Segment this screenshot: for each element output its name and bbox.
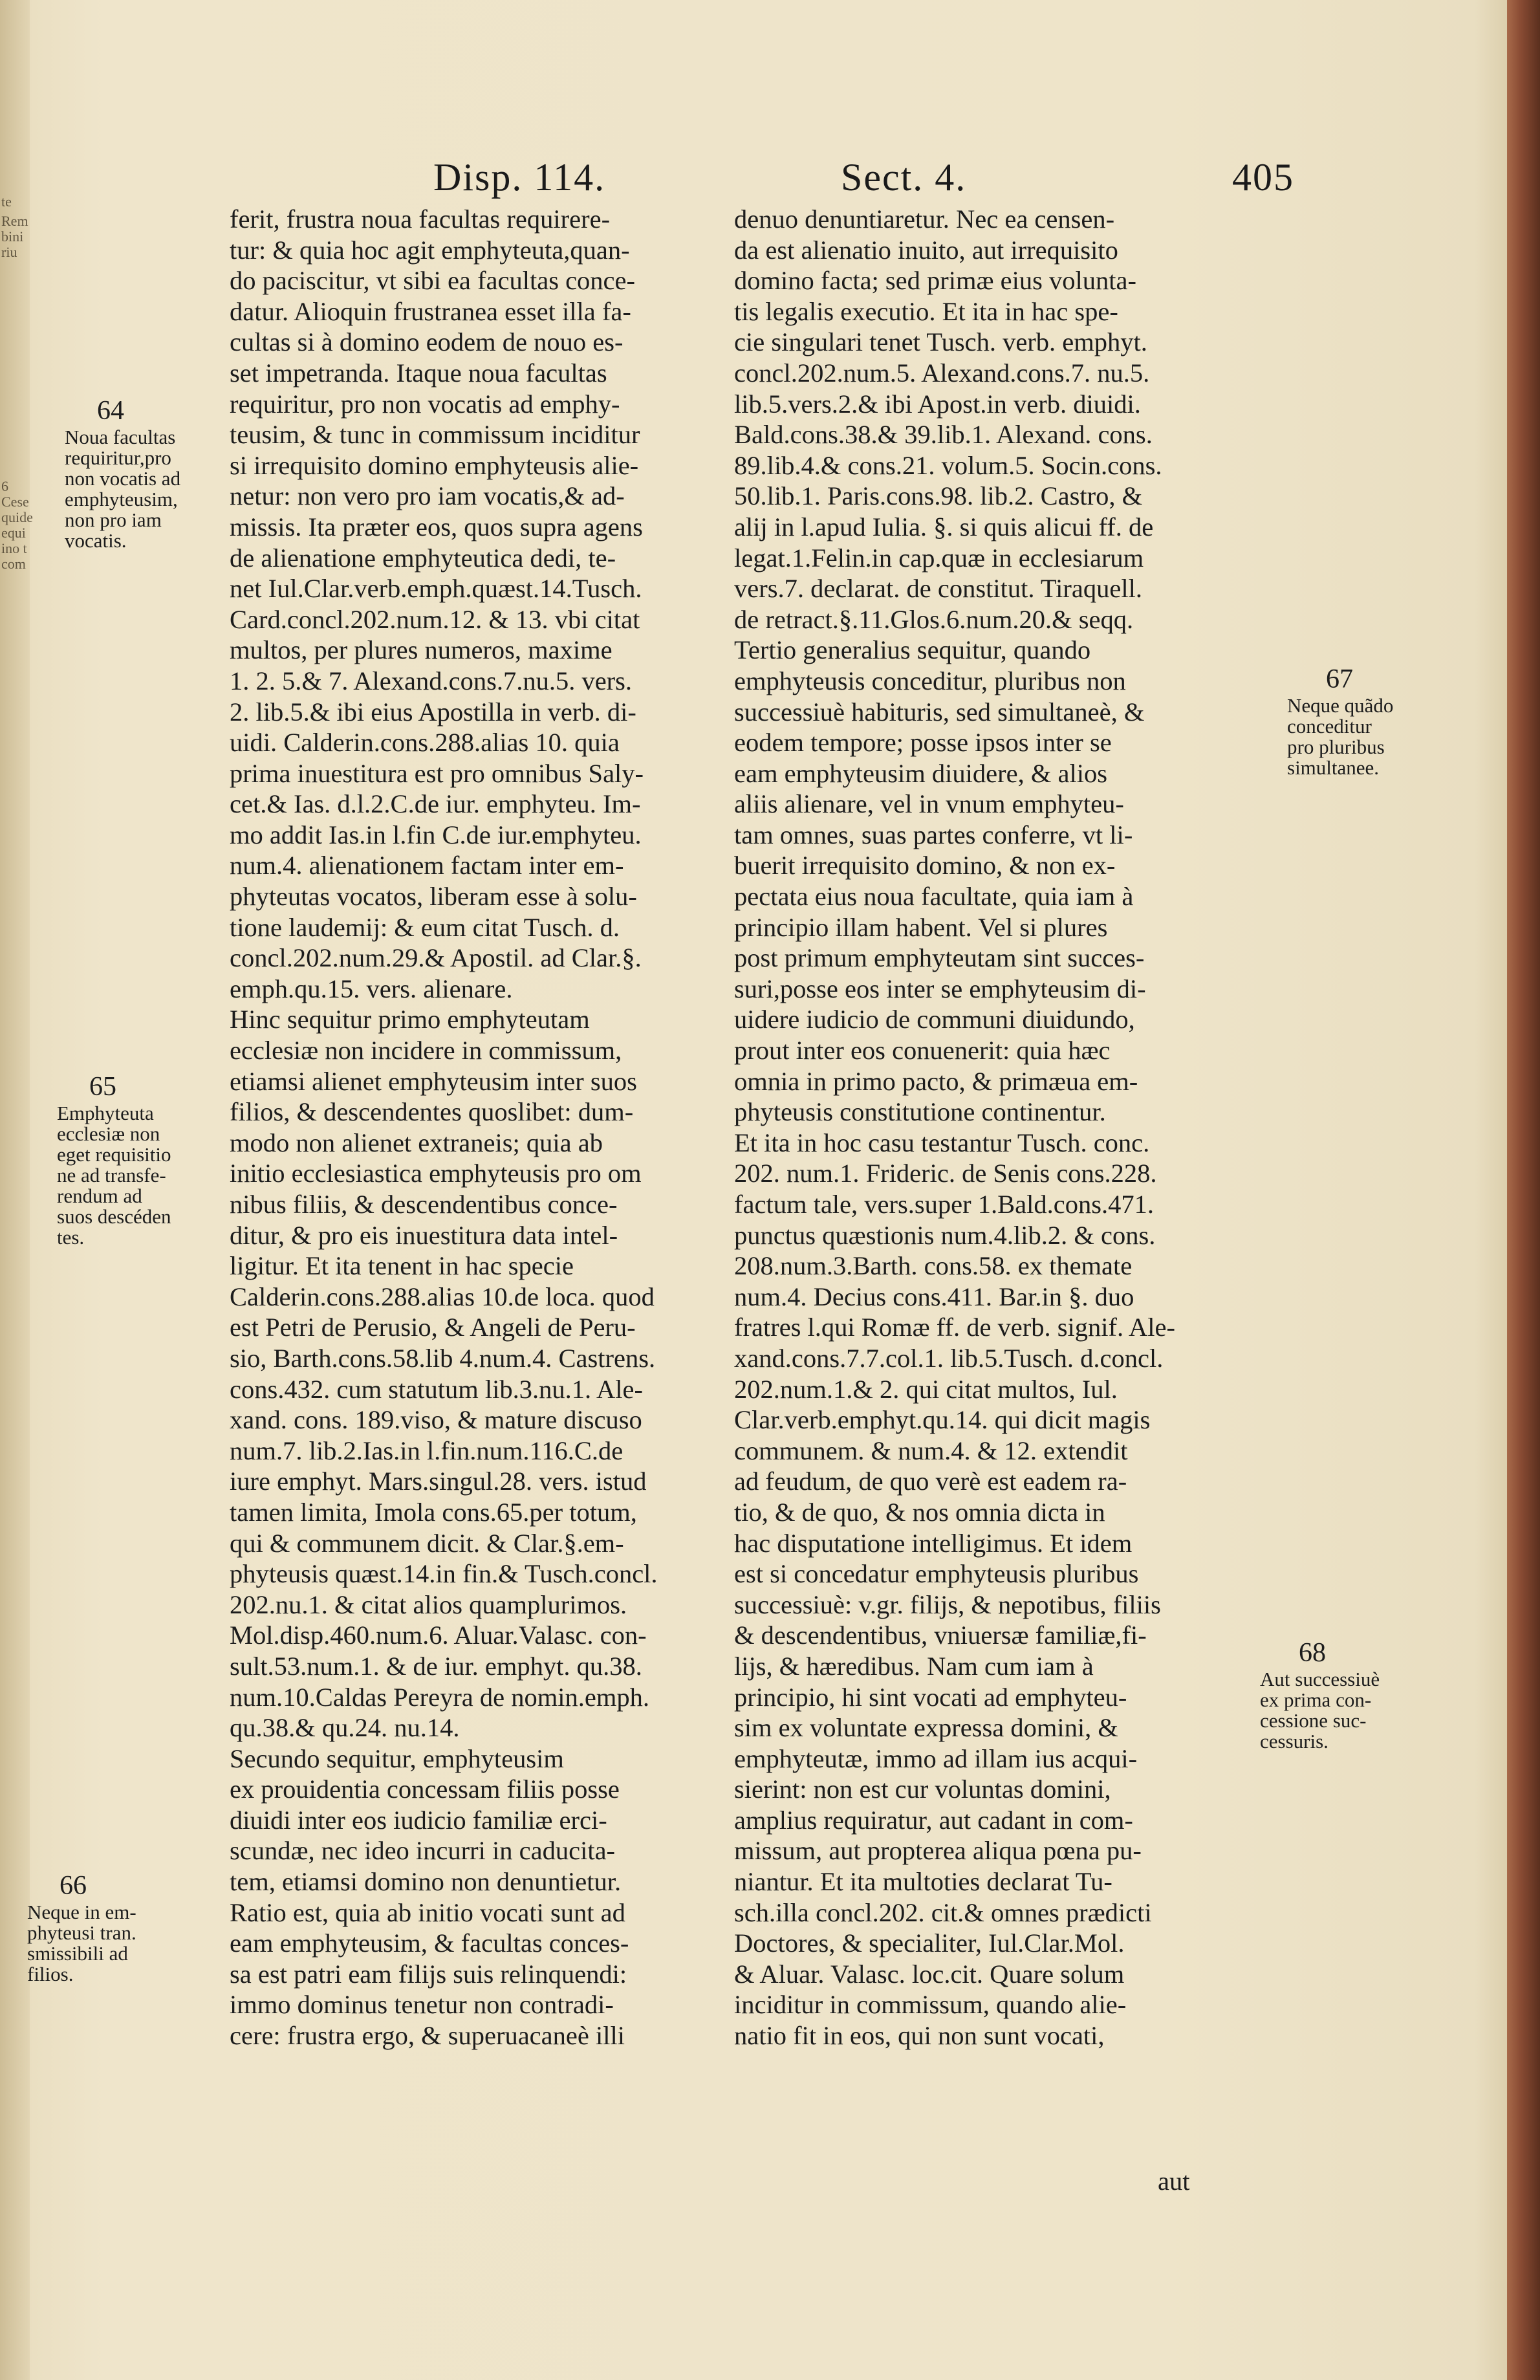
text-line: tione laudemij: & eum citat Tusch. d. <box>230 912 620 942</box>
margin-note-line: emphyteusim, <box>65 488 178 510</box>
text-line: tem, etiamsi domino non denuntietur. <box>230 1867 622 1897</box>
text-line: eam emphyteusim, & facultas conces- <box>230 1928 629 1958</box>
page-number: 405 <box>1232 156 1294 199</box>
text-line: & descendentibus, vniuersæ familiæ,fi- <box>734 1621 1147 1650</box>
text-line: aliis alienare, vel in vnum emphyteu- <box>734 789 1124 819</box>
text-line: concl.202.num.5. Alexand.cons.7. nu.5. <box>734 358 1150 388</box>
text-line: Clar.verb.emphyt.qu.14. qui dicit magis <box>734 1405 1151 1435</box>
text-line: Et ita in hoc casu testantur Tusch. conc. <box>734 1128 1150 1157</box>
text-line: multos, per plures numeros, maxime <box>230 635 613 665</box>
text-line: est si concedatur emphyteusis pluribus <box>734 1559 1139 1589</box>
text-line: sch.illa concl.202. cit.& omnes prædicti <box>734 1897 1152 1927</box>
margin-note-number: 64 <box>97 396 124 426</box>
text-line: vers.7. declarat. de constitut. Tiraquell. <box>734 574 1142 604</box>
text-line: de alienatione emphyteutica dedi, te- <box>230 543 616 573</box>
text-line: ferit, frustra noua facultas requirere- <box>230 204 611 234</box>
text-line: sim ex voluntate expressa domini, & <box>734 1713 1118 1743</box>
margin-note-line: eget requisitio <box>57 1143 171 1166</box>
running-head-center: Sect. 4. <box>841 156 967 199</box>
text-line: tam omnes, suas partes conferre, vt li- <box>734 820 1133 849</box>
text-line: cie singulari tenet Tusch. verb. emphyt. <box>734 327 1147 357</box>
text-line: scundæ, nec ideo incurri in caducita- <box>230 1836 616 1866</box>
text-line: Ratio est, quia ab initio vocati sunt ad <box>230 1897 625 1927</box>
margin-note-64 <box>65 395 180 551</box>
text-line: ligitur. Et ita tenent in hac specie <box>230 1251 574 1281</box>
margin-note-line: ecclesiæ non <box>57 1122 160 1145</box>
margin-note-number: 66 <box>60 1871 87 1901</box>
text-line: post primum emphyteutam sint succes- <box>734 943 1145 973</box>
text-line: emphyteutæ, immo ad illam ius acqui- <box>734 1743 1138 1773</box>
text-line: emphyteusis conceditur, pluribus non <box>734 666 1126 695</box>
margin-note-line: smissibili ad <box>27 1942 128 1965</box>
margin-note-line: cessione suc- <box>1260 1709 1367 1732</box>
margin-note-line: conceditur <box>1287 715 1372 737</box>
text-line: Bald.cons.38.& 39.lib.1. Alexand. cons. <box>734 420 1153 450</box>
margin-note-line: vocatis. <box>65 529 127 552</box>
text-line: inciditur in commissum, quando alie- <box>734 1990 1127 2020</box>
text-line: omnia in primo pacto, & primæua em- <box>734 1066 1138 1096</box>
text-line: modo non alienet extraneis; quia ab <box>230 1128 603 1157</box>
text-line: num.4. alienationem factam inter em- <box>230 851 624 880</box>
margin-note-line: pro pluribus <box>1287 736 1385 758</box>
text-line: 202.nu.1. & citat alios quamplurimos. <box>230 1589 627 1619</box>
text-line: emph.qu.15. vers. alienare. <box>230 974 513 1003</box>
text-line: iure emphyt. Mars.singul.28. vers. istud <box>230 1467 647 1496</box>
text-line: concl.202.num.29.& Apostil. ad Clar.§. <box>230 943 642 973</box>
text-line: lib.5.vers.2.& ibi Apost.in verb. diuidi. <box>734 389 1141 419</box>
binding-fragment: 6 Cese quide equi ino t com <box>1 478 33 572</box>
text-line: sult.53.num.1. & de iur. emphyt. qu.38. <box>230 1651 642 1681</box>
margin-note-65 <box>57 1071 171 1248</box>
text-line: eodem tempore; posse ipsos inter se <box>734 728 1112 758</box>
margin-note-line: Neque in em- <box>27 1901 136 1923</box>
text-line: nibus filiis, & descendentibus conce- <box>230 1190 618 1219</box>
text-line: filios, & descendentes quoslibet: dum- <box>230 1097 634 1127</box>
margin-note-line: phyteusi tran. <box>27 1921 136 1944</box>
running-head-left: Disp. 114. <box>433 156 606 199</box>
text-line: successiuè: v.gr. filijs, & nepotibus, filiis <box>734 1589 1161 1619</box>
text-line: Secundo sequitur, emphyteusim <box>230 1743 564 1773</box>
text-line: missis. Ita præter eos, quos supra agens <box>230 512 643 541</box>
text-line: 2. lib.5.& ibi eius Apostilla in verb. di- <box>230 697 636 726</box>
text-line: prout inter eos conuenerit: quia hæc <box>734 1036 1111 1065</box>
margin-note-line: simultanee. <box>1287 756 1380 779</box>
text-line: netur: non vero pro iam vocatis,& ad- <box>230 481 625 511</box>
text-line: tamen limita, Imola cons.65.per totum, <box>230 1497 637 1527</box>
text-line: mo addit Ias.in l.fin C.de iur.emphyteu. <box>230 820 642 849</box>
text-line: cere: frustra ergo, & superuacaneè illi <box>230 2021 625 2051</box>
text-line: 89.lib.4.& cons.21. volum.5. Socin.cons. <box>734 450 1162 480</box>
right-text-column <box>734 204 1258 2051</box>
text-line: 208.num.3.Barth. cons.58. ex themate <box>734 1251 1133 1281</box>
text-line: num.7. lib.2.Ias.in l.fin.num.116.C.de <box>230 1436 624 1465</box>
text-line: principio illam habent. Vel si plures <box>734 912 1108 942</box>
text-line: successiuè habituris, sed simultaneè, & <box>734 697 1145 726</box>
text-line: datur. Alioquin frustranea esset illa fa- <box>230 296 631 326</box>
text-line: Doctores, & specialiter, Iul.Clar.Mol. <box>734 1928 1125 1958</box>
text-line: missum, aut propterea aliqua pœna pu- <box>734 1836 1142 1866</box>
margin-note-line: requiritur,pro <box>65 446 171 469</box>
text-line: tis legalis executio. Et ita in hac spe- <box>734 296 1118 326</box>
margin-note-line: filios. <box>27 1963 74 1985</box>
text-line: immo dominus tenetur non contradi- <box>230 1990 614 2020</box>
margin-note-67 <box>1287 663 1393 778</box>
text-line: fratres l.qui Romæ ff. de verb. signif. Ale- <box>734 1313 1175 1342</box>
text-line: 1. 2. 5.& 7. Alexand.cons.7.nu.5. vers. <box>230 666 633 695</box>
text-line: natio fit in eos, qui non sunt vocati, <box>734 2021 1105 2051</box>
text-line: tio, & de quo, & nos omnia dicta in <box>734 1497 1105 1527</box>
text-line: ditur, & pro eis inuestitura data intel- <box>230 1220 618 1250</box>
text-line: uidi. Calderin.cons.288.alias 10. quia <box>230 728 620 758</box>
text-line: communem. & num.4. & 12. extendit <box>734 1436 1128 1465</box>
text-line: hac disputatione intelligimus. Et idem <box>734 1528 1133 1558</box>
margin-note-line: rendum ad <box>57 1185 142 1207</box>
text-line: do paciscitur, vt sibi ea facultas conce- <box>230 266 635 296</box>
margin-note-66 <box>27 1870 136 1985</box>
margin-note-line: Aut successiuè <box>1260 1668 1380 1690</box>
text-line: set impetranda. Itaque noua facultas <box>230 358 607 388</box>
text-line: 202. num.1. Frideric. de Senis cons.228. <box>734 1159 1157 1188</box>
text-line: & Aluar. Valasc. loc.cit. Quare solum <box>734 1959 1125 1989</box>
text-line: ecclesiæ non incidere in commissum, <box>230 1036 622 1065</box>
margin-note-line: cessuris. <box>1260 1730 1329 1752</box>
left-text-column <box>230 204 747 2051</box>
text-line: si irrequisito domino emphyteusis alie- <box>230 450 639 480</box>
text-line: ex prouidentia concessam filiis posse <box>230 1774 620 1804</box>
margin-note-line: Neque quãdo <box>1287 694 1394 717</box>
margin-note-number: 68 <box>1299 1638 1326 1668</box>
text-line: 202.num.1.& 2. qui citat multos, Iul. <box>734 1374 1118 1404</box>
text-line: xand.cons.7.7.col.1. lib.5.Tusch. d.concl. <box>734 1343 1164 1373</box>
text-line: Calderin.cons.288.alias 10.de loca. quod <box>230 1282 655 1311</box>
text-line: uidere iudicio de communi diuidundo, <box>734 1005 1135 1034</box>
text-line: 50.lib.1. Paris.cons.98. lib.2. Castro, & <box>734 481 1143 511</box>
text-line: phyteusis constitutione continentur. <box>734 1097 1106 1127</box>
text-line: cet.& Ias. d.l.2.C.de iur. emphyteu. Im- <box>230 789 641 819</box>
text-line: initio ecclesiastica emphyteusis pro om <box>230 1159 642 1188</box>
text-line: phyteutas vocatos, liberam esse à solu- <box>230 882 637 912</box>
text-line: sierint: non est cur voluntas domini, <box>734 1774 1111 1804</box>
text-line: num.10.Caldas Pereyra de nomin.emph. <box>230 1682 649 1712</box>
margin-note-line: non pro iam <box>65 508 162 531</box>
text-line: da est alienatio inuito, aut irrequisito <box>734 235 1118 265</box>
text-line: phyteusis quæst.14.in fin.& Tusch.concl. <box>230 1559 658 1589</box>
text-line: Tertio generalius sequitur, quando <box>734 635 1091 665</box>
text-line: Mol.disp.460.num.6. Aluar.Valasc. con- <box>230 1621 647 1650</box>
text-line: de retract.§.11.Glos.6.num.20.& seqq. <box>734 604 1134 634</box>
binding-gutter <box>0 0 33 2380</box>
text-line: net Iul.Clar.verb.emph.quæst.14.Tusch. <box>230 574 642 604</box>
text-line: xand. cons. 189.viso, & mature discuso <box>230 1405 642 1435</box>
binding-fragment: te <box>1 193 12 210</box>
margin-note-line: tes. <box>57 1226 85 1249</box>
text-line: prima inuestitura est pro omnibus Saly- <box>230 758 644 788</box>
margin-note-line: Emphyteuta <box>57 1102 154 1124</box>
catchword: aut <box>1158 2167 1190 2196</box>
margin-note-line: suos descéden <box>57 1205 171 1228</box>
margin-note-line: Noua facultas <box>65 426 176 448</box>
text-line: niantur. Et ita multoties declarat Tu- <box>734 1867 1112 1897</box>
text-line: eam emphyteusim diuidere, & alios <box>734 758 1107 788</box>
text-line: num.4. Decius cons.411. Bar.in §. duo <box>734 1282 1134 1311</box>
margin-note-line: ex prima con- <box>1260 1688 1372 1711</box>
text-line: etiamsi alienet emphyteusim inter suos <box>230 1066 637 1096</box>
text-line: sio, Barth.cons.58.lib 4.num.4. Castrens. <box>230 1343 656 1373</box>
binding-fragment: Rem bini riu <box>1 213 28 260</box>
text-line: tur: & quia hoc agit emphyteuta,quan- <box>230 235 630 265</box>
text-line: punctus quæstionis num.4.lib.2. & cons. <box>734 1220 1156 1250</box>
page-edge <box>1507 0 1540 2380</box>
text-line: pectata eius noua facultate, quia iam à <box>734 882 1134 912</box>
text-line: cons.432. cum statutum lib.3.nu.1. Ale- <box>230 1374 643 1404</box>
text-line: buerit irrequisito domino, & non ex- <box>734 851 1116 880</box>
margin-note-number: 65 <box>89 1072 116 1102</box>
text-line: domino facta; sed primæ eius volunta- <box>734 266 1136 296</box>
margin-note-68 <box>1260 1637 1380 1752</box>
text-line: qui & communem dicit. & Clar.§.em- <box>230 1528 624 1558</box>
text-line: Card.concl.202.num.12. & 13. vbi citat <box>230 604 640 634</box>
text-line: legat.1.Felin.in cap.quæ in ecclesiarum <box>734 543 1144 573</box>
text-line: factum tale, vers.super 1.Bald.cons.471. <box>734 1190 1154 1219</box>
text-line: cultas si à domino eodem de nouo es- <box>230 327 624 357</box>
text-line: sa est patri eam filijs suis relinquendi: <box>230 1959 627 1989</box>
text-line: principio, hi sint vocati ad emphyteu- <box>734 1682 1127 1712</box>
text-line: amplius requiratur, aut cadant in com- <box>734 1805 1133 1835</box>
text-line: denuo denuntiaretur. Nec ea censen- <box>734 204 1115 234</box>
text-line: teusim, & tunc in commissum inciditur <box>230 420 640 450</box>
text-line: Hinc sequitur primo emphyteutam <box>230 1005 590 1034</box>
text-line: ad feudum, de quo verè est eadem ra- <box>734 1467 1127 1496</box>
margin-note-number: 67 <box>1326 664 1353 694</box>
margin-note-line: non vocatis ad <box>65 467 181 490</box>
text-line: requiritur, pro non vocatis ad emphy- <box>230 389 620 419</box>
text-line: suri,posse eos inter se emphyteusim di- <box>734 974 1146 1003</box>
text-line: alij in l.apud Iulia. §. si quis alicui ff. de <box>734 512 1154 541</box>
text-line: qu.38.& qu.24. nu.14. <box>230 1713 460 1743</box>
text-line: est Petri de Perusio, & Angeli de Peru- <box>230 1313 636 1342</box>
text-line: diuidi inter eos iudicio familiæ erci- <box>230 1805 607 1835</box>
margin-note-line: ne ad transfe- <box>57 1164 166 1186</box>
text-line: lijs, & hæredibus. Nam cum iam à <box>734 1651 1094 1681</box>
